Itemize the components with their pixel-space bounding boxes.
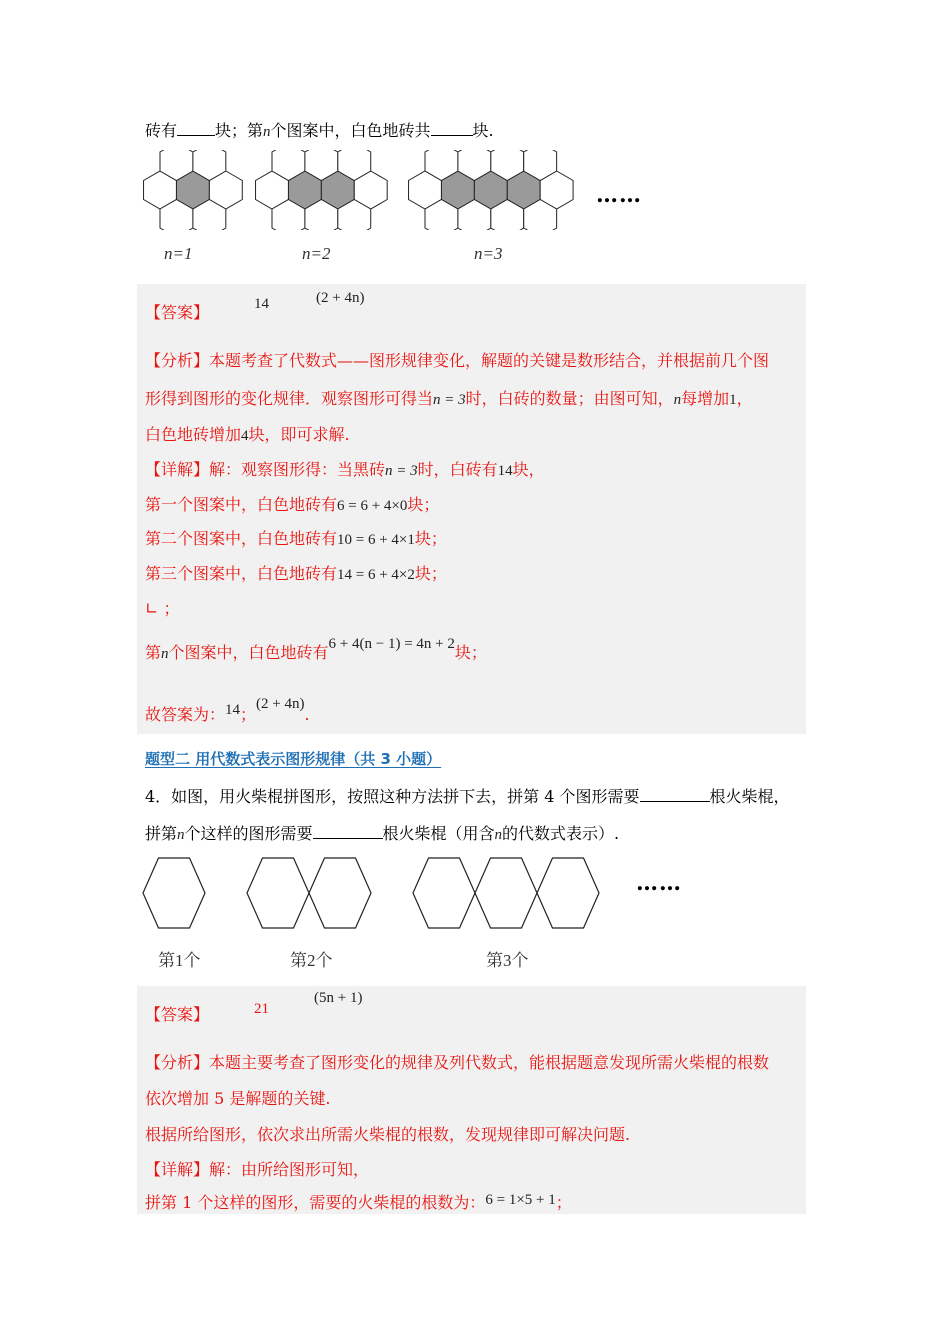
q3-text: 块；第 [215,121,264,140]
q4-line-1 [145,784,790,807]
detail-row-3 [145,561,447,584]
answer-tag: 【答案】 [145,303,210,322]
detail-text: 第二个图案中，白色地砖有 [145,529,338,548]
matchstick-hexagon [143,858,205,928]
answer-row [145,300,209,323]
q3-text: 块. [472,121,494,140]
detail-text: 第一个图案中，白色地砖有 [145,495,338,514]
math-inline: 4 [241,428,249,444]
q4-text: 4．如图，用火柴棍拼图形，按照这种方法拼下去，拼第 4 个图形需要 [145,787,640,806]
answer-value-2: (2 + 4n) [316,290,365,306]
detail-text: 块； [414,564,447,583]
figure-label-n2: n=2 [302,244,331,263]
detail-line-1 [145,1157,369,1180]
matchstick-hexagon [413,858,475,928]
answer-value-1: 21 [254,1001,269,1017]
matchstick-figures [130,855,630,935]
detail-text: 块； [414,529,447,548]
detail-text: 块， [512,460,545,479]
figure-label-3: 第3个 [486,951,529,970]
detail-text: 块； [454,643,487,662]
answer-tag: 【答案】 [145,1005,210,1024]
detail-text: 个图案中，白色地砖有 [168,643,329,662]
analysis-line-3: 根据所给图形，依次求出所需火柴棍的根数，发现规律即可解决问题. [145,1125,631,1144]
figure-label-n3: n=3 [474,244,503,263]
math-inline: (2 + 4n) [256,696,305,712]
analysis-text: 白色地砖增加 [145,425,242,444]
analysis-text: 每增加 [681,389,730,408]
q3-text: 个图案中，白色地砖共 [270,121,431,140]
ellipsis: …… [596,182,642,208]
math-inline: 14 = 6 + 4×2 [337,567,415,583]
math-inline: 14 [497,463,513,479]
q3-text: 砖有 [145,121,178,140]
answer-blank[interactable] [177,121,215,136]
analysis-tag: 【分析】 [145,1053,210,1072]
analysis-text: 本题主要考查了图形变化的规律及列代数式，能根据题意发现所需火柴棍的根数 [209,1053,770,1072]
section-heading: 题型二 用代数式表示图形规律（共 3 小题） [145,750,442,768]
hexagon-tile-figures [130,150,650,230]
analysis-line-3 [145,422,350,445]
analysis-tag: 【分析】 [145,351,210,370]
q4-line-2 [145,821,619,844]
ellipsis: …… [636,870,682,896]
answer-blank[interactable] [640,787,710,802]
detail-text: 拼第 1 个这样的图形，需要的火柴棍的根数为： [145,1193,486,1212]
math-inline: n = 3 [385,463,418,479]
detail-line-1 [145,457,545,480]
conclusion-line [145,696,310,725]
analysis-line-2: 依次增加 5 是解题的关键. [145,1089,331,1108]
analysis-text: 本题考查了代数式——图形规律变化，解题的关键是数形结合，并根据前几个图 [209,351,770,370]
analysis-line-1 [145,1050,769,1073]
answer-value-2: (5n + 1) [314,990,363,1006]
math-inline: 6 = 1×5 + 1 [485,1192,556,1208]
analysis-line-1 [145,348,769,371]
detail-text: 时，白砖有 [417,460,498,479]
math-inline: 14 [225,702,241,718]
tile-figure-n1 [144,150,243,230]
detail-text: ； [555,1193,572,1212]
variable-n: n [494,827,503,843]
detail-row-1 [145,492,439,515]
q4-text: 根火柴棍（用含 [382,824,495,843]
math-inline: n = 3 [433,392,466,408]
variable-n: n [263,124,271,140]
analysis-text: 块，即可求解. [248,425,350,444]
matchstick-figure-2 [247,858,371,928]
math-inline: 6 + 4(n − 1) = 4n + 2 [328,636,455,652]
answer-blank[interactable] [431,121,473,136]
q4-text: 个这样的图形需要 [184,824,313,843]
tile-figure-n2 [256,150,388,230]
detail-text: 解：观察图形得：当黑砖 [209,460,386,479]
matchstick-hexagon [475,858,537,928]
answer-blank[interactable] [313,824,383,839]
matchstick-hexagon [309,858,371,928]
variable-n: n [177,827,185,843]
matchstick-hexagon [537,858,599,928]
tile-figure-n3 [409,150,574,230]
q4-text: 根火柴棍， [709,787,790,806]
q4-text: 拼第 [145,824,178,843]
matchstick-figure-3 [413,858,599,928]
math-inline: n [673,392,682,408]
figure-label-1: 第1个 [158,951,201,970]
analysis-text: ， [736,389,753,408]
analysis-line-2 [145,386,753,409]
detail-continuation: ∟ ； [145,599,180,618]
answer-row [145,1002,209,1025]
detail-text: 块； [407,495,440,514]
math-inline: 6 = 6 + 4×0 [337,498,408,514]
q3-question-line [145,118,494,141]
answer-value-1: 14 [254,296,269,312]
conclusion-text: . [304,705,310,724]
detail-row-2 [145,526,447,549]
detail-text: 第三个图案中，白色地砖有 [145,564,338,583]
conclusion-text: 故答案为： [145,705,226,724]
math-inline: 10 = 6 + 4×1 [337,532,415,548]
detail-text: 解：由所给图形可知， [209,1160,370,1179]
analysis-text: 形得到图形的变化规律．观察图形可得当 [145,389,434,408]
figure-label-2: 第2个 [290,951,333,970]
matchstick-figure-1 [143,858,205,928]
matchstick-hexagon [247,858,309,928]
detail-tag: 【详解】 [145,1160,210,1179]
math-inline: 1 [729,392,737,408]
detail-text: 第 [145,643,162,662]
detail-row-n [145,636,487,663]
figure-label-n1: n=1 [164,244,193,263]
detail-line-2 [145,1190,572,1213]
q4-text: 的代数式表示）. [502,824,620,843]
conclusion-text: ； [240,705,257,724]
analysis-text: 时，白砖的数量；由图可知， [465,389,674,408]
detail-tag: 【详解】 [145,460,210,479]
math-inline: n [161,646,169,662]
